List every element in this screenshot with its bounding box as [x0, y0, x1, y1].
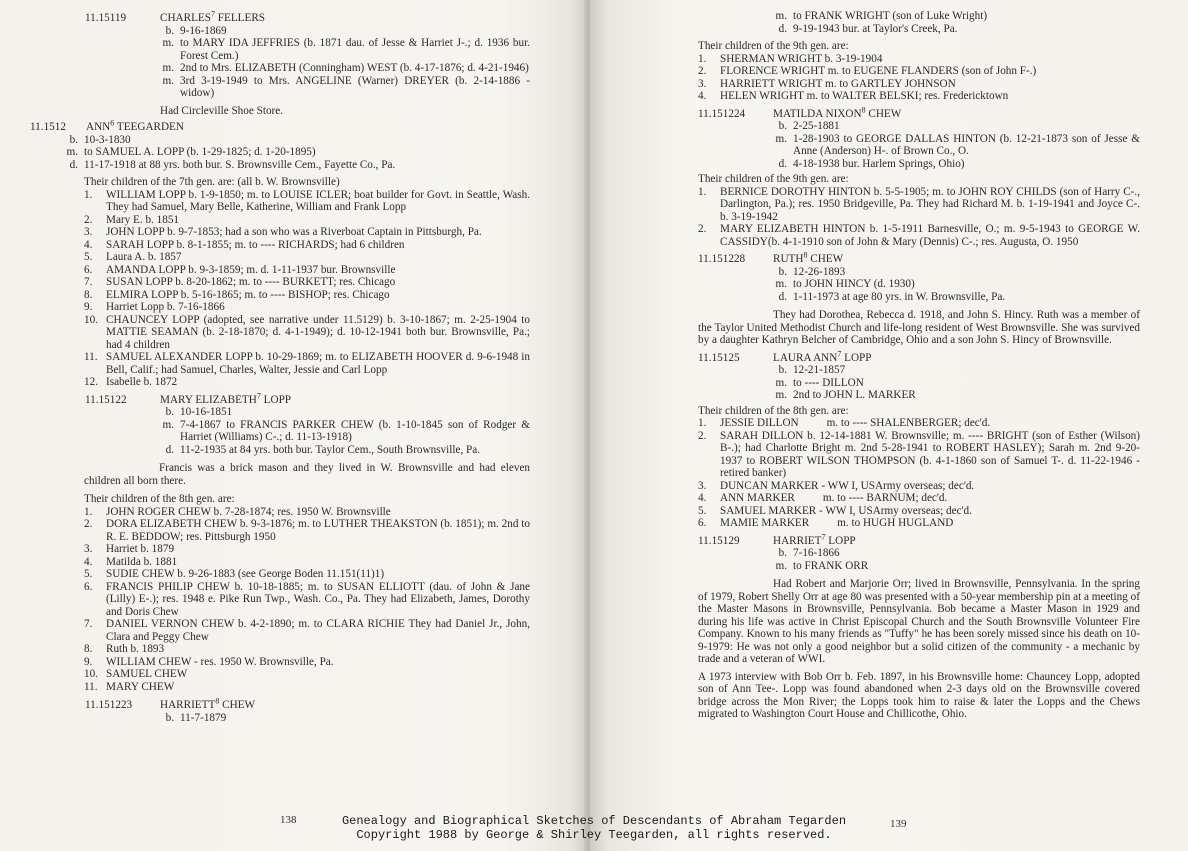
record-number: 11.1512 — [30, 121, 66, 133]
fact-text: 1-11-1973 at age 80 yrs. in W. Brownsville, Pa. — [793, 290, 1006, 303]
child-text: ANN MARKER m. to ---- BARNUM; dec'd. — [720, 492, 948, 504]
fact-label: m. — [162, 37, 174, 49]
child-entry — [84, 239, 530, 252]
fact-label: d. — [165, 443, 174, 456]
record-charles-fellers — [30, 9, 530, 117]
fact-label: b. — [778, 120, 787, 132]
child-text: HELEN WRIGHT m. to WALTER BELSKI; res. Fredericktown — [720, 90, 1009, 102]
child-number: 8. — [84, 643, 93, 655]
child-entry — [698, 53, 1140, 66]
record-surname: CHEW — [868, 107, 902, 120]
child-number: 2. — [698, 65, 707, 77]
fact-line — [773, 133, 1140, 158]
child-text: FRANCIS PHILIP CHEW b. 10-18-1885; m. to SUSAN ELLIOTT (dau. of John & Jane (Lilly) E-.); res. 1948 e. Pike Run Twp., Wash. Co., Pa. They had Elizabeth, James, Dorothy and Doris Chew — [106, 580, 533, 618]
record-surname: LOPP — [828, 534, 856, 547]
facts-r6 — [698, 266, 1140, 304]
child-entry — [84, 351, 533, 376]
record-number: 11.15119 — [85, 12, 127, 24]
footer-line-1: Genealogy and Biographical Sketches of Descendants of Abraham Tegarden — [341, 814, 847, 828]
child-entry — [84, 264, 530, 277]
record-number: 11.15129 — [698, 534, 740, 547]
child-text: JESSIE DILLON m. to ---- SHALENBERGER; dec'd. — [720, 417, 991, 429]
child-entry — [84, 289, 530, 302]
fact-text: to FRANK WRIGHT (son of Luke Wright) — [793, 10, 988, 22]
child-entry — [698, 223, 1143, 248]
child-text: WILLIAM CHEW - res. 1950 W. Brownsville, Pa. — [106, 655, 334, 668]
fact-line — [773, 23, 1140, 36]
fact-label: m. — [775, 559, 787, 572]
child-text: Harriet b. 1879 — [106, 543, 175, 555]
child-number: 3. — [84, 543, 93, 555]
fact-label: m. — [775, 376, 787, 389]
child-text: SAMUEL CHEW — [106, 668, 188, 680]
record-ann-teegarden — [30, 118, 536, 389]
generation-number: 7 — [837, 348, 842, 358]
record-number: 11.15122 — [85, 393, 127, 406]
children-r5 — [590, 185, 1143, 249]
child-entry — [84, 556, 530, 569]
children-heading: Their children of the 8th gen. are: — [698, 404, 849, 417]
fact-label: b. — [778, 265, 787, 278]
child-number: 12. — [84, 376, 98, 388]
child-entry — [84, 668, 530, 681]
generation-number: 8 — [861, 104, 866, 114]
child-text: BERNICE DOROTHY HINTON b. 5-5-1905; m. to JOHN ROY CHILDS (son of Harry C-., Darlington, Pa.); res. 1950 Bridgeville, Pa. They had Richard M. b. 1-19-1941 and Joyce C-. b. 3-19-1942 — [720, 185, 1143, 223]
child-number: 2. — [698, 223, 707, 235]
fact-text: 7-16-1866 — [793, 547, 840, 559]
child-text: Isabelle b. 1872 — [106, 376, 178, 388]
facts-r4 — [85, 712, 530, 725]
child-number: 6. — [84, 580, 93, 593]
fact-line — [773, 10, 1140, 23]
fact-label: m. — [775, 389, 787, 401]
child-entry — [698, 90, 1140, 103]
child-text: SUDIE CHEW b. 9-26-1883 (see George Boden 11.151(11)1) — [106, 568, 385, 580]
child-text: Mary E. b. 1851 — [106, 213, 180, 226]
record-surname: LOPP — [263, 393, 292, 406]
facts-r3 — [85, 406, 530, 456]
child-entry — [84, 518, 533, 543]
left-page — [0, 0, 588, 851]
fact-line — [160, 444, 530, 457]
child-entry — [698, 185, 1143, 224]
generation-number: 7 — [256, 390, 261, 400]
child-text: Ruth b. 1893 — [106, 643, 165, 655]
child-number: 5. — [84, 568, 93, 580]
record-number: 11.151223 — [85, 699, 133, 711]
fact-line — [64, 146, 530, 159]
record-name: MARY ELIZABETH — [160, 393, 257, 406]
record-surname: CHEW — [810, 253, 844, 265]
child-number: 1. — [84, 188, 93, 201]
narrative-paragraph: A 1973 interview with Bob Orr b. Feb. 1897, in his Brownsville home: Chauncey Lopp, adopted son of Ann Tee-. Lopp was found abandoned when 2-3 days old on the Brownsville covered bridge across the Mon River; the Lopps took him to raise & later the Lopps and the Chews migrated to Washington Court House and Chillicothe, Ohio. — [698, 670, 1140, 720]
fact-line — [160, 37, 530, 62]
record-heading — [698, 348, 1140, 365]
narrative-paragraph: Francis was a brick mason and they lived in W. Brownsville and had eleven children all born there. — [84, 462, 530, 487]
record-r8 — [590, 531, 1140, 573]
fact-label: b. — [165, 711, 174, 724]
children-heading: Their children of the 9th gen. are: — [698, 40, 849, 52]
child-text: Harriet Lopp b. 7-16-1866 — [106, 301, 225, 313]
facts-r8 — [698, 547, 1140, 572]
child-entry — [84, 656, 530, 669]
continued-children — [590, 53, 1140, 103]
fact-line — [160, 75, 530, 100]
child-text: HARRIETT WRIGHT m. to GARTLEY JOHNSON — [720, 77, 956, 90]
fact-line — [773, 158, 1140, 171]
fact-text: 10-3-1830 — [84, 133, 131, 146]
fact-line — [773, 266, 1140, 279]
record-surname: LOPP — [844, 351, 872, 364]
child-number: 1. — [698, 185, 707, 198]
children-r7 — [590, 417, 1143, 530]
facts-r7 — [698, 364, 1140, 402]
child-text: Laura A. b. 1857 — [106, 251, 182, 263]
generation-number: 7 — [821, 531, 826, 541]
child-number: 11. — [84, 680, 98, 693]
child-number: 4. — [698, 492, 707, 504]
child-number: 6. — [698, 517, 707, 529]
record-heading — [30, 118, 530, 134]
child-entry — [698, 517, 1140, 530]
fact-text: to JOHN HINCY (d. 1930) — [793, 278, 915, 290]
fact-line — [773, 547, 1140, 560]
child-entry — [84, 543, 530, 556]
record-number: 11.15125 — [698, 351, 740, 364]
fact-text: 12-26-1893 — [793, 265, 846, 278]
fact-line — [160, 419, 530, 444]
record-heading — [698, 531, 1140, 548]
fact-text: 10-16-1851 — [180, 406, 233, 418]
fact-text: 11-7-1879 — [180, 711, 227, 724]
generation-number: 6 — [110, 118, 115, 128]
child-number: 8. — [84, 288, 93, 301]
child-entry — [84, 506, 530, 519]
child-text: SHERMAN WRIGHT b. 3-19-1904 — [720, 52, 883, 65]
record-mary-elizabeth-lopp — [30, 390, 530, 457]
child-text: DANIEL VERNON CHEW b. 4-2-1890; m. to CLARA RICHIE They had Daniel Jr., John, Clara and Peggy Chew — [106, 618, 533, 643]
record-name: MATILDA NIXON — [773, 107, 862, 120]
record-heading — [85, 696, 530, 712]
child-number: 4. — [84, 238, 93, 251]
child-number: 4. — [698, 90, 707, 102]
child-number: 11. — [84, 351, 98, 363]
fact-line — [773, 389, 1140, 402]
record-heading — [85, 9, 530, 25]
fact-label: b. — [69, 133, 78, 146]
child-text: SAMUEL MARKER - WW I, USArmy overseas; dec'd. — [720, 504, 972, 517]
record-surname: FELLERS — [217, 12, 266, 24]
fact-label: b. — [778, 364, 787, 376]
narrative-paragraph: They had Dorothea, Rebecca d. 1918, and John S. Hincy. Ruth was a member of the Taylor United Methodist Church and life-long resident of West Brownsville. She was survived by a daughter Kathryn Belcher of Cambridge, Ohio and a son John S. Hincy of Brownsville. — [698, 309, 1140, 346]
fact-text: 4-18-1938 bur. Harlem Springs, Ohio) — [793, 157, 965, 170]
child-number: 4. — [84, 555, 93, 568]
child-entry — [84, 188, 536, 214]
record-name: LAURA ANN — [773, 351, 838, 364]
child-entry — [84, 568, 530, 581]
child-number: 2. — [698, 429, 707, 442]
fact-text: 12-21-1857 — [793, 364, 846, 376]
fact-label: m. — [162, 418, 174, 431]
child-entry — [698, 78, 1140, 91]
child-text: DORA ELIZABETH CHEW b. 9-3-1876; m. to LUTHER THEAKSTON (b. 1851); m. 2nd to R. E. BEDDOW; res. Pittsburgh 1950 — [106, 518, 533, 543]
record-heading — [85, 390, 530, 407]
fact-text: to SAMUEL A. LOPP (b. 1-29-1825; d. 1-20-1895) — [84, 146, 316, 158]
fact-label: b. — [165, 406, 174, 418]
child-text: WILLIAM LOPP b. 1-9-1850; m. to LOUISE ICLER; boat builder for Govt. in Seattle, Wash. They had Samuel, Mary Belle, Katherine, William and Frank Lopp — [106, 188, 536, 213]
child-text: Matilda b. 1881 — [106, 555, 178, 568]
fact-label: m. — [775, 132, 787, 145]
children-heading: Their children of the 8th gen. are: — [84, 493, 235, 505]
child-entry — [84, 251, 530, 264]
left-page-content — [30, 8, 536, 724]
fact-line — [160, 712, 530, 725]
fact-line — [64, 134, 530, 147]
fact-line — [160, 62, 530, 75]
fact-label: m. — [775, 10, 787, 22]
fact-line — [160, 406, 530, 419]
children-heading: Their children of the 9th gen. are: — [698, 173, 849, 185]
record-r7 — [590, 348, 1140, 402]
fact-line — [160, 25, 530, 38]
facts-r5 — [698, 120, 1140, 170]
fact-text: to ---- DILLON — [793, 376, 864, 389]
fact-text: 2nd to JOHN L. MARKER — [793, 389, 916, 401]
fact-line — [64, 159, 530, 172]
children-heading: Their children of the 7th gen. are: (all b. W. Brownsville) — [84, 176, 340, 188]
facts-r2 — [30, 134, 530, 172]
record-heading — [698, 104, 1140, 121]
fact-text: 2nd to Mrs. ELIZABETH (Conningham) WEST (b. 4-17-1876; d. 4-21-1946) — [180, 62, 529, 74]
record-number: 11.151228 — [698, 253, 746, 265]
child-text: MAMIE MARKER m. to HUGH HUGLAND — [720, 517, 954, 529]
fact-label: d. — [778, 22, 787, 35]
page-number-right: 139 — [890, 818, 907, 830]
record-name: RUTH — [773, 253, 804, 265]
child-number: 9. — [84, 655, 93, 668]
fact-text: 11-2-1935 at 84 yrs. both bur. Taylor Cem., South Brownsville, Pa. — [180, 443, 481, 456]
child-number: 5. — [698, 504, 707, 517]
fact-text: 9-19-1943 bur. at Taylor's Creek, Pa. — [793, 22, 958, 35]
child-entry — [84, 681, 530, 694]
record-name: HARRIETT — [160, 699, 216, 711]
children-r2 — [30, 188, 536, 389]
fact-label: d. — [778, 157, 787, 170]
fact-text: 2-25-1881 — [793, 120, 840, 132]
fact-text: to MARY IDA JEFFRIES (b. 1871 dau. of Jesse & Harriet J-.; d. 1936 bur. Forest Cem.) — [180, 37, 530, 62]
child-entry — [698, 417, 1140, 430]
facts-r1 — [85, 25, 530, 100]
record-number: 11.151224 — [698, 107, 746, 120]
child-entry — [84, 226, 530, 239]
narrative-paragraph: Had Robert and Marjorie Orr; lived in Brownsville, Pennsylvania. In the spring of 1979, Robert Shelly Orr at age 80 was presented with a 50-year membership pin at a meeting of the Master Masons in Brownsville, Pennsylvania. Bob became a Master Mason in 1929 and during his life was active in Christ Episcopal Church and the South Brownsville Volunteer Fire Company. Known to his many friends as "Tuffy" he has been sorely missed since his death on 10-9-1979: He was not only a good neighbor but a solid citizen of the community - a mechanic by trade and a veteran of WWI. — [698, 578, 1140, 665]
fact-line — [773, 278, 1140, 291]
child-text: SUSAN LOPP b. 8-20-1862; m. to ---- BURKETT; res. Chicago — [106, 276, 396, 288]
record-name: ANN — [86, 121, 111, 133]
fact-label: d. — [778, 290, 787, 303]
child-text: MARY CHEW — [106, 680, 175, 693]
child-number: 9. — [84, 301, 93, 313]
child-number: 3. — [84, 226, 93, 238]
child-number: 3. — [698, 77, 707, 90]
record-surname: TEEGARDEN — [116, 121, 184, 133]
child-number: 10. — [84, 313, 98, 326]
record-name: HARRIET — [773, 534, 822, 547]
page-number-left: 138 — [280, 814, 297, 826]
fact-label: m. — [162, 62, 174, 74]
record-r5 — [590, 104, 1140, 171]
child-number: 2. — [84, 518, 93, 530]
fact-text: 11-17-1918 at 88 yrs. both bur. S. Brownsville Cem., Fayette Co., Pa. — [84, 158, 396, 171]
child-number: 7. — [84, 618, 93, 630]
record-note: Had Circleville Shoe Store. — [160, 104, 284, 117]
right-page-content — [590, 10, 1143, 721]
child-text: AMANDA LOPP b. 9-3-1859; m. d. 1-11-1937 bur. Brownsville — [106, 263, 396, 276]
child-text: SARAH LOPP b. 8-1-1855; m. to ---- RICHARDS; had 6 children — [106, 238, 405, 251]
fact-text: 9-16-1869 — [180, 24, 227, 37]
record-name: CHARLES — [160, 12, 211, 24]
fact-label: m. — [775, 278, 787, 290]
generation-number: 8 — [803, 250, 808, 260]
child-entry — [84, 313, 533, 352]
child-number: 10. — [84, 668, 98, 680]
child-entry — [84, 580, 533, 619]
child-number: 7. — [84, 276, 93, 288]
generation-number: 7 — [210, 9, 215, 19]
child-entry — [698, 480, 1140, 493]
child-text: JOHN LOPP b. 9-7-1853; had a son who was a Riverboat Captain in Pittsburgh, Pa. — [106, 226, 482, 238]
record-r6 — [590, 250, 1140, 303]
fact-text: 1-28-1903 to GEORGE DALLAS HINTON (b. 12-21-1873 son of Jesse & Anne (Anderson) H-. of Brown Co., O. — [793, 132, 1140, 157]
child-entry — [698, 65, 1140, 78]
right-page — [590, 0, 1188, 851]
child-text: JOHN ROGER CHEW b. 7-28-1874; res. 1950 W. Brownsville — [106, 505, 391, 518]
child-text: SARAH DILLON b. 12-14-1881 W. Brownsville; m. ---- BRIGHT (son of Esther (Wilson) B-.); had Charlotte Bright m. 2nd 5-28-1941 to ROBERT HASLEY); Sarah m. 2nd 9-20-1937 to ROBERT WILSON THOMPSON (b. 4-1-1860 son of Samuel T-. d. 11-22-1946 - retired banker) — [720, 429, 1143, 479]
child-number: 5. — [84, 251, 93, 263]
child-number: 2. — [84, 213, 93, 226]
generation-number: 8 — [215, 696, 220, 706]
continued-facts — [590, 10, 1140, 35]
record-surname: CHEW — [222, 699, 256, 711]
child-number: 1. — [84, 505, 93, 518]
child-entry — [84, 214, 530, 227]
child-number: 3. — [698, 479, 707, 492]
fact-text: to FRANK ORR — [793, 559, 869, 572]
child-entry — [84, 276, 530, 289]
child-entry — [698, 505, 1140, 518]
child-text: DUNCAN MARKER - WW I, USArmy overseas; dec'd. — [720, 479, 975, 492]
child-entry — [84, 301, 530, 314]
child-text: CHAUNCEY LOPP (adopted, see narrative under 11.5129) b. 3-10-1867; m. 2-25-1904 to MATTIE SEAMAN (b. 2-18-1870; d. 4-1-1949); d. 10-12-1941 both bur. Brownsville, Pa.; had 4 children — [106, 313, 533, 351]
child-entry — [84, 643, 530, 656]
fact-line — [773, 560, 1140, 573]
fact-label: b. — [165, 24, 174, 37]
fact-label: d. — [69, 158, 78, 171]
fact-line — [773, 120, 1140, 133]
child-number: 1. — [698, 52, 707, 65]
fact-label: m. — [162, 74, 174, 87]
footer-line-2: Copyright 1988 by George & Shirley Teegarden, all rights reserved. — [356, 828, 832, 842]
child-text: MARY ELIZABETH HINTON b. 1-5-1911 Barnesville, O.; m. 9-5-1943 to GEORGE W. CASSIDY(b. 4-1-1910 son of John & Mary (Dennis) C-.; res. Augusta, O. 1950 — [720, 223, 1143, 248]
child-entry — [84, 376, 530, 389]
child-entry — [698, 492, 1140, 505]
fact-text: 7-4-1867 to FRANCIS PARKER CHEW (b. 1-10-1845 son of Rodger & Harriet (Williams) C-.; d. 11-13-1918) — [180, 418, 530, 443]
fact-label: m. — [66, 146, 78, 158]
child-entry — [698, 429, 1143, 480]
child-entry — [84, 618, 533, 643]
fact-line — [773, 377, 1140, 390]
child-text: FLORENCE WRIGHT m. to EUGENE FLANDERS (son of John F-.) — [720, 65, 1037, 77]
children-r3 — [30, 505, 533, 694]
child-number: 1. — [698, 417, 707, 429]
fact-label: b. — [778, 547, 787, 559]
child-text: ELMIRA LOPP b. 5-16-1865; m. to ---- BISHOP; res. Chicago — [106, 288, 390, 301]
fact-line — [773, 291, 1140, 304]
child-text: SAMUEL ALEXANDER LOPP b. 10-29-1869; m. to ELIZABETH HOOVER d. 9-6-1948 in Bell, Calif.; had Samuel, Charles, Walter, Jessie and Carl Lopp — [106, 351, 533, 376]
fact-text: 3rd 3-19-1949 to Mrs. ANGELINE (Warner) DREYER (b. 2-14-1886 - widow) — [180, 74, 530, 99]
record-harriett-chew — [30, 696, 530, 724]
record-heading — [698, 250, 1140, 266]
fact-line — [773, 364, 1140, 377]
child-number: 6. — [84, 263, 93, 276]
